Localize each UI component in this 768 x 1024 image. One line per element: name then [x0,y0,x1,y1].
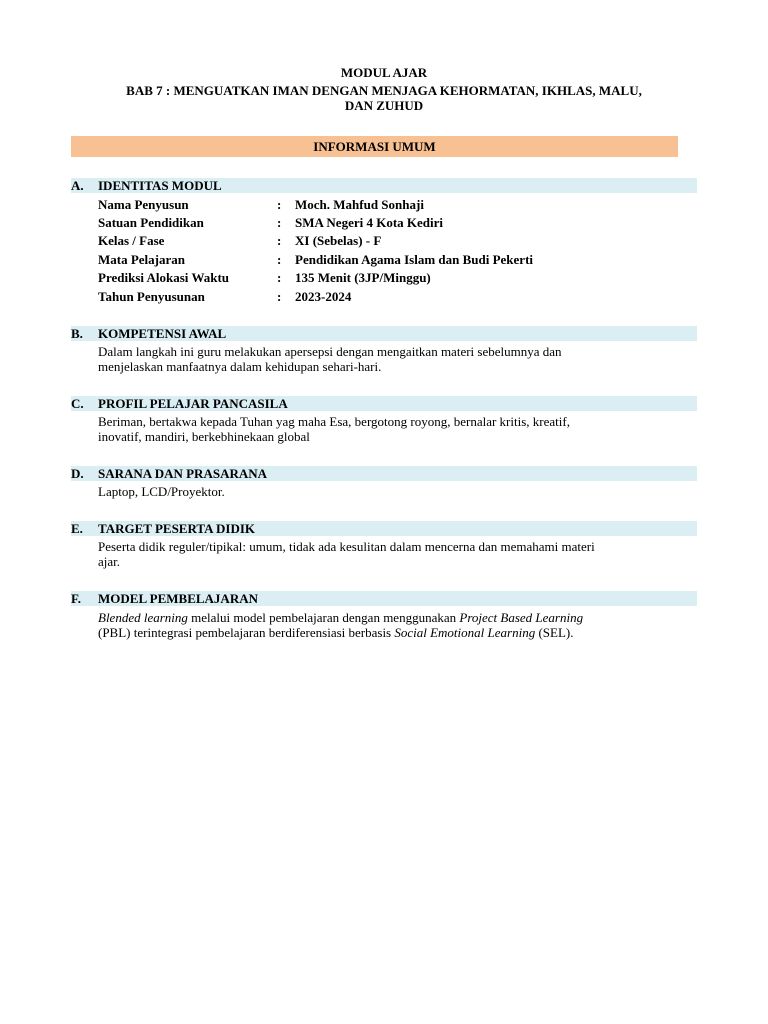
body-line: ajar. [98,554,121,569]
italic-term: Social Emotional Learning [394,625,536,640]
section-f-heading: MODEL PEMBELAJARAN [98,591,258,606]
body-line: menjelaskan manfaatnya dalam kehidupan sehari-hari. [98,359,382,374]
chapter-title-line-1: BAB 7 : MENGUATKAN IMAN DENGAN MENJAGA KEHORMATAN, IKHLAS, MALU, [126,83,642,98]
identity-label: Tahun Penyusunan [98,289,205,304]
section-e-body [98,539,678,569]
italic-term: Project Based Learning [459,610,584,625]
section-c-letter: C. [71,396,84,411]
identity-label: Nama Penyusun [98,197,189,212]
identity-colon: : [277,215,282,230]
identity-value: SMA Negeri 4 Kota Kediri [295,215,444,230]
section-d-header [71,466,697,481]
section-d-body [98,484,678,499]
identity-label: Kelas / Fase [98,233,165,248]
section-c-body [98,414,678,444]
body-line: Laptop, LCD/Proyektor. [98,484,225,499]
identity-label: Mata Pelajaran [98,252,186,267]
italic-term: Blended learning [98,610,188,625]
section-c-header [71,396,697,411]
section-a-letter: A. [71,178,84,193]
body-fragment: melalui model pembelajaran dengan menggunakan [187,610,460,625]
body-line: inovatif, mandiri, berkebhinekaan global [98,429,310,444]
body-line: Beriman, bertakwa kepada Tuhan yag maha Esa, bergotong royong, bernalar kritis, kreatif, [98,414,570,429]
section-a-heading: IDENTITAS MODUL [98,178,222,193]
identity-row-subject [98,251,698,269]
section-b-letter: B. [71,326,83,341]
section-b-body [98,344,678,374]
identity-value: 135 Menit (3JP/Minggu) [295,270,431,285]
identity-value: Pendidikan Agama Islam dan Budi Pekerti [295,252,534,267]
section-f-letter: F. [71,591,81,606]
identity-value: 2023-2024 [295,289,352,304]
identity-row-duration [98,269,698,287]
identity-label: Prediksi Alokasi Waktu [98,270,230,285]
section-a-header [71,178,697,193]
section-e-header [71,521,697,536]
section-b-heading: KOMPETENSI AWAL [98,326,227,341]
identity-label: Satuan Pendidikan [98,215,204,230]
chapter-title-line-2: DAN ZUHUD [344,98,424,113]
body-fragment: (PBL) terintegrasi pembelajaran berdiferensiasi berbasis [98,625,395,640]
section-f-header [71,591,697,606]
identity-row-school [98,214,698,232]
identity-colon: : [277,233,282,248]
section-c-heading: PROFIL PELAJAR PANCASILA [98,396,288,411]
section-d-heading: SARANA DAN PRASARANA [98,466,268,481]
section-e-heading: TARGET PESERTA DIDIK [98,521,256,536]
body-line [98,610,678,625]
identity-row-year [98,288,698,306]
body-line [98,625,678,640]
body-line: Dalam langkah ini guru melakukan apersepsi dengan mengaitkan materi sebelumnya dan [98,344,562,359]
identity-value: Moch. Mahfud Sonhaji [295,197,424,212]
identity-row-class [98,232,698,250]
identity-colon: : [277,252,282,267]
body-line: Peserta didik reguler/tipikal: umum, tidak ada kesulitan dalam mencerna dan memahami materi [98,539,595,554]
section-b-header [71,326,697,341]
general-info-banner: INFORMASI UMUM [71,136,678,157]
module-title: MODUL AJAR [340,65,428,80]
body-fragment: (SEL). [535,625,574,640]
identity-colon: : [277,197,282,212]
identity-value: XI (Sebelas) - F [295,233,382,248]
section-f-body [98,610,678,640]
section-e-letter: E. [71,521,83,536]
identity-colon: : [277,289,282,304]
identity-row-author [98,196,698,214]
section-d-letter: D. [71,466,84,481]
identity-colon: : [277,270,282,285]
